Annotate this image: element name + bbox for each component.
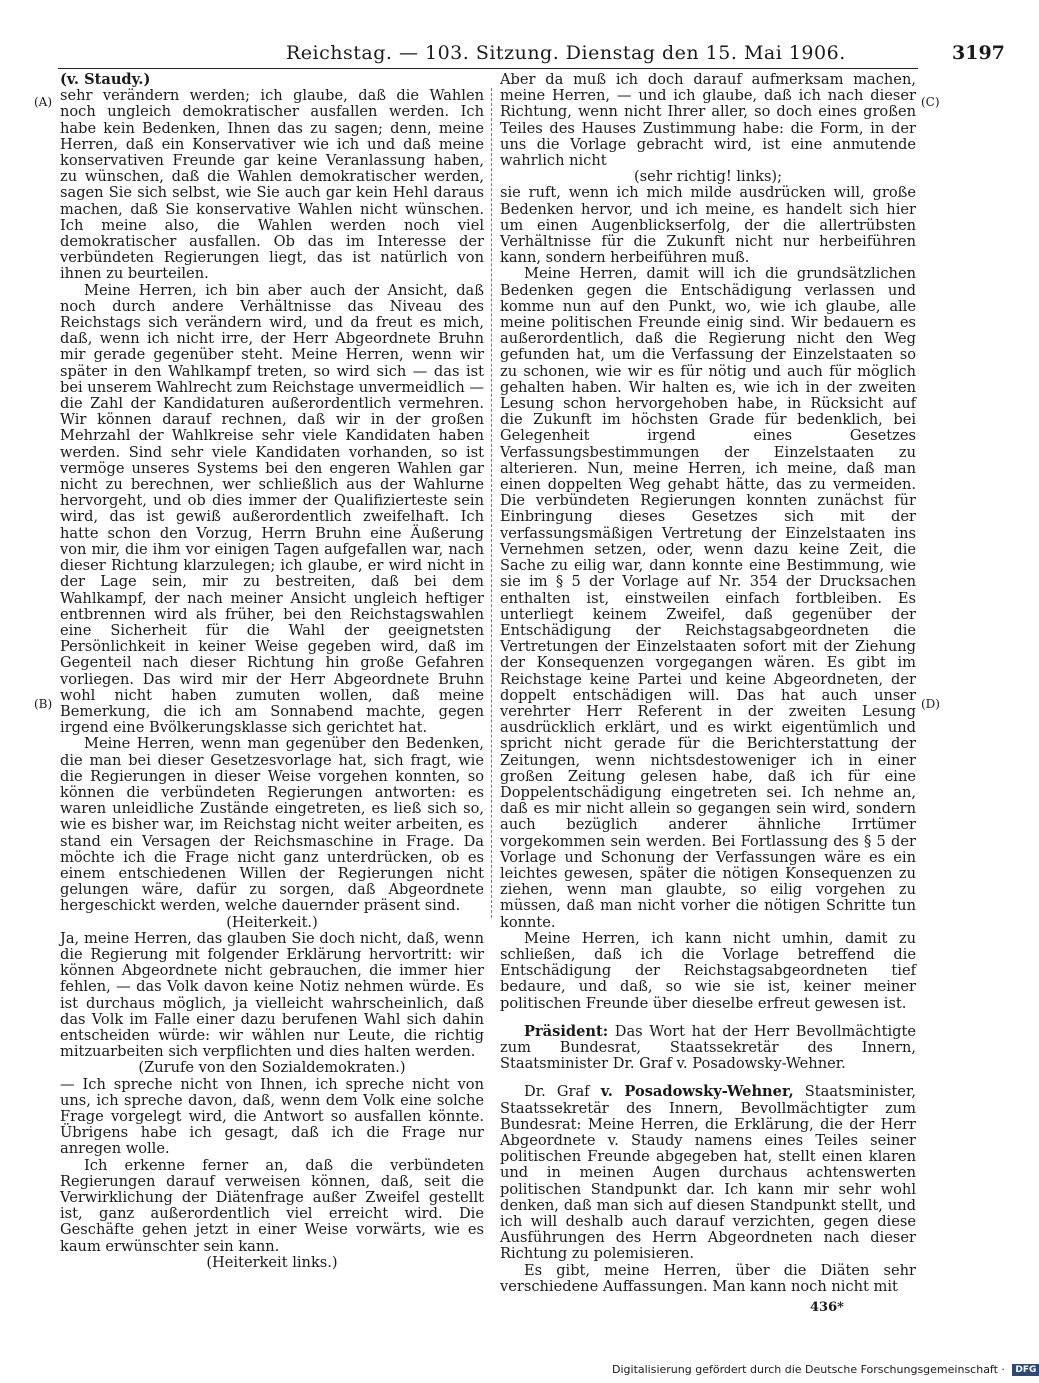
speech-text: Staatsminister, Staatssekretär des Innern, Bevollmächtigter zum Bundesrat: Meine Herren, die Erklärung, die der Herr Abgeordnete v. Staudy namens eines Teiles seiner politischen Freunde abgegeben hat, stellt einen klaren und in meinen Augen durchaus achtenswerten politischen Standpunkt dar. Ich kann mir sehr wohl denken, daß man sich auf diesen Standpunkt stellt, und ich will deshalb auch darauf verzichten, gegen diese Ausführungen des Herrn Abgeordneten nach dieser Richtung zu polemisieren. <box>500 1083 916 1263</box>
column-divider <box>491 88 492 918</box>
paragraph: Meine Herren, ich kann nicht umhin, damit zu schließen, daß ich die Vorlage betreffend die Entschädigung der Reichstagsabgeordneten tief bedaure, und daß, so wie sie ist, keiner meiner politischen Freunde über dieselbe erfreut gewesen ist. <box>500 929 916 1012</box>
header-title: Reichstag. — 103. Sitzung. Dienstag den 15. Mai 1906. <box>286 42 846 64</box>
paragraph: sie ruft, wenn ich mich milde ausdrücken will, große Bedenken hervor, und ich meine, es handelt sich hier um einen Augenblickserfolg, der die allertrübsten Verhältnisse für die Zukunft nicht nur herbeiführen kann, sondern herbeiführen muß. <box>500 184 916 267</box>
interjection: (Heiterkeit.) <box>226 913 318 931</box>
right-column <box>500 72 916 1295</box>
paragraph: Meine Herren, ich bin aber auch der Ansicht, daß noch durch andere Verhältnisse das Niveau des Reichstags sich verändern wird, und da freut es mich, daß, wenn ich nicht irre, der Herr Abgeordnete Bruhn mir gerade gegenüber steht. Meine Herren, wenn wir später in den Wahlkampf treten, so wird sich — das ist bei unserem Wahlrecht zum Reichstage unvermeidlich — die Zahl der Kandidaturen außerordentlich vermehren. Wir können darauf rechnen, daß wir in der großen Mehrzahl der Wahlkreise sehr viele Kandidaten haben werden. Sind sehr viele Kandidaten vorhanden, so ist vermöge unseres Systems bei den engeren Wahlen gar nicht zu berechnen, wer schließlich aus der Wahlurne hervorgeht, und ob dies immer der Qualifizierteste sein wird, das ist gewiß außerordentlich zweifelhaft. Ich hatte schon den Vorzug, Herrn Bruhn eine Äußerung von mir, die ihm vor einigen Tagen aufgefallen war, nach dieser Richtung klarzulegen; ich glaube, er wird nicht in der Lage sein, mir zu bestreiten, daß bei dem Wahlkampf, der nach meiner Ansicht ungleich heftiger entbrennen wird als früher, bei den Reichstagswahlen eine Sicherheit für die Wahl der geeignetsten Persönlichkeit in keiner Weise gegeben wird, daß im Gegenteil nach dieser Richtung hin große Gefahren vorliegen. Das wird mir der Herr Abgeordnete Bruhn wohl nicht haben zumuten wollen, daß meine Bemerkung, die ich am Sonnabend machte, gegen irgend eine Bvölkerungsklasse sich gerichtet hat. <box>60 281 484 737</box>
paragraph: Meine Herren, damit will ich die grundsätzlichen Bedenken gegen die Entschädigung verlassen und komme nun auf den Punkt, wo, wie ich glaube, alle meine politischen Freunde einig sind. Wir bedauern es außerordentlich, daß die Regierung nicht den Weg gefunden hat, um die Verfassung der Einzelstaaten so zu schonen, wie wir es für nötig und auch für möglich gehalten haben. Wir halten es, wie ich in der zweiten Lesung schon hervorgehoben habe, in Rücksicht auf die Zukunft im höchsten Grade für bedenklich, bei Gelegenheit irgend eines Gesetzes Verfassungsbestimmungen der Einzelstaaten zu alterieren. Nun, meine Herren, ich meine, daß man einen doppelten Weg gehabt hätte, das zu vermeiden. Die verbündeten Regierungen konnten zunächst für Einbringung dieses Gesetzes sich mit der verfassungsmäßigen Vertretung der Einzelstaaten ins Vernehmen setzen, oder, wenn dazu keine Zeit, die Sache zu eilig war, dann konnte eine Bestimmung, wie sie im § 5 der Vorlage auf Nr. 354 der Drucksachen enthalten ist, einstweilen einfach fortbleiben. Es unterliegt keinem Zweifel, daß gegenüber der Entschädigung der Reichstagsabgeordneten die Vertretungen der Einzelstaaten sofort mit der Ziehung der Konsequenzen vorgegangen wären. Es gibt im Reichstage keine Partei und keine Abgeordneten, der doppelt entschädigen will. Das hat auch unser verehrter Herr Referent in der zweiten Lesung ausdrücklich erklärt, und es wirkt eigentümlich und spricht nicht gerade für die Berichterstattung der Zeitungen, wenn nichtsdestoweniger ich in einer großen Zeitung gelesen habe, daß ich für eine Doppelentschädigung eingetreten sei. Ich nehme an, daß es mir nicht allein so gegangen sein wird, sondern auch bezüglich anderer ähnliche Irrtümer vorgekommen sein werden. Bei Fortlassung des § 5 der Vorlage und Schonung der Verfassungen wäre es ein leichtes gewesen, später die nötigen Konsequenzen zu ziehen, wenn man glaubte, so eilig vorgehen zu müssen, daß man nicht vorher die nötigen Schritte tun konnte. <box>500 265 916 931</box>
dfg-logo: DFG <box>1012 1364 1039 1376</box>
paragraph: Es gibt, meine Herren, über die Diäten sehr verschiedene Auffassungen. Man kann noch nicht mit <box>500 1261 916 1295</box>
interjection: (Heiterkeit links.) <box>206 1253 338 1271</box>
header-rule <box>58 68 918 69</box>
paragraph: Ich erkenne ferner an, daß die verbündeten Regierungen darauf verweisen können, daß, seit die Verwirklichung der Diätenfrage außer Zweifel gestellt ist, ganz außerordentlich viel erreicht wird. Die Geschäfte gehen jetzt in einer Weise vorwärts, wie es kaum erwünschter sein kann. <box>60 1156 484 1255</box>
paragraph: sehr verändern werden; ich glaube, daß die Wahlen noch ungleich demokratischer ausfallen werden. Ich habe kein Bedenken, Ihnen das zu sagen; denn, meine Herren, daß ein Konservativer wie ich und daß meine konservativen Freunde gar keine Veranlassung haben, zu wünschen, daß die Wahlen demokratischer werden, sagen Sie sich selbst, wie Sie auch gar kein Hehl daraus machen, daß Sie konservative Wahlen nicht wünschen. Ich meine also, die Wahlen werden noch viel demokratischer ausfallen. Ob das im Interesse der verbündeten Regierungen liegt, das ist natürlich von ihnen zu beurteilen. <box>60 87 484 283</box>
interjection: (Zurufe von den Sozialdemokraten.) <box>138 1059 406 1077</box>
margin-mark-b: (B) <box>34 697 53 711</box>
paragraph: Meine Herren, wenn man gegenüber den Bedenken, die man bei dieser Gesetzesvorlage hat, sich fragt, wie die Regierungen in dieser Weise vorgehen konnten, so können die verbündeten Regierungen antworten: es waren unleidliche Zustände eingetreten, es ließ sich so, wie es bisher war, im Reichstag nicht weiter arbeiten, es stand ein Versagen der Reichsmaschine in Frage. Da möchte ich die Frage nicht ganz unterdrücken, ob es einem entschiedenen Willen der Regierungen nicht gelungen wäre, dafür zu sorgen, daß Abgeordnete hergeschickt werden, welche dauernder präsent sind. <box>60 735 484 915</box>
margin-mark-c: (C) <box>921 95 940 109</box>
paragraph: — Ich spreche nicht von Ihnen, ich spreche nicht von uns, ich spreche davon, daß, wenn dem Volk eine solche Frage vorgelegt wird, die Antwort so ausfallen könnte. Übrigens habe ich gesagt, daß ich die Frage nur anregen wolle. <box>60 1075 484 1158</box>
president-text: Das Wort hat der Herr Bevollmächtigte zum Bundesrat, Staatssekretär des Innern, Staatsminister Dr. Graf v. Posadowsky-Wehner. <box>500 1022 916 1073</box>
speaker-prefix: Dr. Graf <box>524 1083 590 1101</box>
page-number: 3197 <box>952 42 1005 64</box>
paragraph: Aber da muß ich doch darauf aufmerksam machen, meine Herren, — und ich glaube, daß ich nach dieser Richtung, wenn nicht Ihrer aller, so doch eines großen Teiles des Hauses Zustimmung habe: die Form, in der uns die Vorlage gebracht wird, ist eine anmutende wahrlich nicht <box>500 71 916 170</box>
footer-text: Digitalisierung gefördert durch die Deutsche Forschungsgemeinschaft · <box>612 1363 1005 1376</box>
president-paragraph <box>500 1024 916 1073</box>
footer <box>612 1363 1037 1381</box>
speech-paragraph <box>500 1084 916 1262</box>
speaker-label: (v. Staudy.) <box>60 71 151 88</box>
paragraph: Ja, meine Herren, das glauben Sie doch nicht, daß, wenn die Regierung mit folgender Erklärung hervortritt: wir können Abgeordnete nicht gebrauchen, die immer hier fehlen, — das Volk davon keine Notiz nehmen würde. Es ist durchaus möglich, ja vielleicht wahrscheinlich, daß das Volk im Falle einer dazu berufenen Wahl sich dahin entscheiden würde: wir wählen nur Leute, die richtig mitzuarbeiten sich verpflichten und dies halten werden. <box>60 929 484 1061</box>
left-column <box>60 72 484 1271</box>
sheet-number: 436* <box>810 1300 844 1315</box>
interjection: (sehr richtig! links); <box>633 168 783 186</box>
speaker-name: v. Posadowsky-Wehner, <box>600 1083 794 1101</box>
margin-mark-a: (A) <box>34 95 53 109</box>
margin-mark-d: (D) <box>921 697 940 711</box>
page-header <box>0 40 1005 70</box>
president-label: Präsident: <box>524 1022 609 1040</box>
